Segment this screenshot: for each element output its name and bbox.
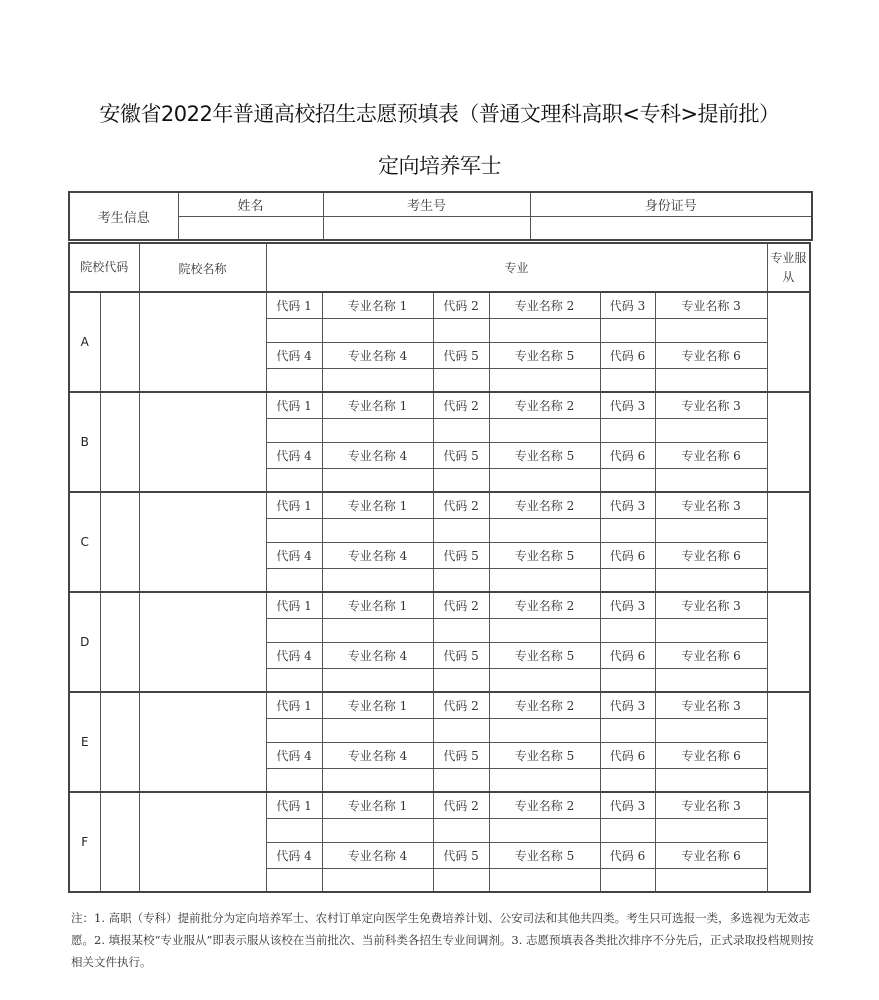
major-name-label: 专业名称 3 [655,392,767,418]
major-code-field[interactable] [266,668,322,692]
major-code-label: 代码 6 [600,642,655,668]
candidate-info-label: 考生信息 [69,192,178,240]
major-name-label: 专业名称 5 [489,342,600,368]
school-code-header: 院校代码 [69,243,139,292]
major-name-label: 专业名称 4 [322,842,433,868]
major-code-label: 代码 3 [600,392,655,418]
major-name-field[interactable] [489,618,600,642]
major-code-field[interactable] [433,518,489,542]
major-code-field[interactable] [600,418,655,442]
major-code-field[interactable] [600,718,655,742]
school-code-field[interactable] [100,292,139,392]
major-name-field[interactable] [489,318,600,342]
school-name-field[interactable] [139,392,266,492]
major-name-field[interactable] [322,568,433,592]
exam-number-field[interactable] [323,216,530,240]
major-code-field[interactable] [433,718,489,742]
major-name-field[interactable] [655,618,767,642]
major-name-field[interactable] [655,818,767,842]
major-code-field[interactable] [266,318,322,342]
major-obey-header: 专业服从 [767,243,810,292]
school-name-field[interactable] [139,492,266,592]
major-code-field[interactable] [600,818,655,842]
major-code-label: 代码 6 [600,842,655,868]
major-name-label: 专业名称 4 [322,642,433,668]
major-code-label: 代码 1 [266,492,322,518]
major-name-field[interactable] [489,718,600,742]
major-code-field[interactable] [266,468,322,492]
major-name-field[interactable] [489,818,600,842]
school-code-field[interactable] [100,392,139,492]
major-code-label: 代码 3 [600,692,655,718]
major-code-label: 代码 2 [433,692,489,718]
major-name-field[interactable] [322,518,433,542]
major-code-field[interactable] [600,668,655,692]
major-code-label: 代码 1 [266,692,322,718]
major-name-field[interactable] [489,418,600,442]
major-code-label: 代码 5 [433,742,489,768]
school-name-header: 院校名称 [139,243,266,292]
major-code-label: 代码 6 [600,742,655,768]
major-code-field[interactable] [266,618,322,642]
major-name-field[interactable] [655,768,767,792]
major-name-label: 专业名称 6 [655,442,767,468]
major-code-field[interactable] [266,768,322,792]
major-code-field[interactable] [266,818,322,842]
major-obey-field[interactable] [767,792,810,892]
major-code-label: 代码 3 [600,792,655,818]
major-name-label: 专业名称 6 [655,742,767,768]
exam-number-header: 考生号 [323,192,530,216]
major-header: 专业 [266,243,767,292]
major-code-label: 代码 1 [266,792,322,818]
section-a-row [69,292,810,318]
major-name-field[interactable] [489,868,600,892]
major-name-label: 专业名称 2 [489,392,600,418]
major-name-label: 专业名称 6 [655,642,767,668]
major-name-label: 专业名称 1 [322,492,433,518]
major-name-label: 专业名称 4 [322,542,433,568]
id-number-field[interactable] [530,216,812,240]
major-name-label: 专业名称 6 [655,342,767,368]
major-obey-field[interactable] [767,492,810,592]
major-name-label: 专业名称 4 [322,742,433,768]
major-name-field[interactable] [489,768,600,792]
major-name-field[interactable] [655,568,767,592]
major-code-field[interactable] [266,368,322,392]
major-code-field[interactable] [600,568,655,592]
major-name-label: 专业名称 3 [655,592,767,618]
major-name-label: 专业名称 3 [655,792,767,818]
major-name-field[interactable] [655,518,767,542]
major-name-label: 专业名称 2 [489,292,600,318]
major-code-label: 代码 2 [433,392,489,418]
major-obey-field[interactable] [767,392,810,492]
major-name-label: 专业名称 5 [489,742,600,768]
school-name-field[interactable] [139,692,266,792]
name-field[interactable] [178,216,323,240]
school-code-field[interactable] [100,592,139,692]
major-name-label: 专业名称 1 [322,692,433,718]
major-code-label: 代码 6 [600,442,655,468]
section-c-row [69,492,810,518]
school-code-field[interactable] [100,492,139,592]
major-code-label: 代码 5 [433,342,489,368]
school-name-field[interactable] [139,292,266,392]
name-header: 姓名 [178,192,323,216]
major-name-field[interactable] [655,668,767,692]
major-name-label: 专业名称 2 [489,692,600,718]
major-code-field[interactable] [433,618,489,642]
major-code-label: 代码 4 [266,842,322,868]
major-code-field[interactable] [433,668,489,692]
major-name-label: 专业名称 4 [322,442,433,468]
form-subtitle: 定向培养军士 [378,154,501,178]
major-code-label: 代码 4 [266,742,322,768]
section-label: B [69,392,100,492]
major-code-label: 代码 2 [433,292,489,318]
major-name-label: 专业名称 5 [489,842,600,868]
major-code-label: 代码 2 [433,592,489,618]
major-code-field[interactable] [266,718,322,742]
major-code-field[interactable] [433,818,489,842]
major-name-label: 专业名称 1 [322,292,433,318]
major-code-field[interactable] [433,418,489,442]
section-label: E [69,692,100,792]
major-name-field[interactable] [655,468,767,492]
major-code-field[interactable] [433,318,489,342]
major-name-field[interactable] [322,818,433,842]
major-name-field[interactable] [322,418,433,442]
major-code-label: 代码 3 [600,492,655,518]
major-code-field[interactable] [433,468,489,492]
major-code-label: 代码 1 [266,292,322,318]
major-name-field[interactable] [655,368,767,392]
major-name-field[interactable] [489,568,600,592]
major-name-label: 专业名称 4 [322,342,433,368]
school-name-field[interactable] [139,592,266,692]
major-name-label: 专业名称 2 [489,492,600,518]
major-code-field[interactable] [266,568,322,592]
major-name-field[interactable] [322,868,433,892]
major-code-label: 代码 1 [266,592,322,618]
major-name-label: 专业名称 3 [655,692,767,718]
major-name-field[interactable] [655,868,767,892]
major-code-label: 代码 5 [433,842,489,868]
major-name-field[interactable] [322,318,433,342]
major-code-field[interactable] [600,868,655,892]
major-name-label: 专业名称 5 [489,642,600,668]
id-number-header: 身份证号 [530,192,812,216]
section-label: A [69,292,100,392]
major-name-field[interactable] [489,468,600,492]
major-obey-field[interactable] [767,592,810,692]
major-name-label: 专业名称 1 [322,392,433,418]
preference-table [68,242,811,893]
major-name-field[interactable] [322,668,433,692]
school-name-field[interactable] [139,792,266,892]
major-code-label: 代码 3 [600,292,655,318]
major-name-label: 专业名称 2 [489,792,600,818]
major-name-field[interactable] [322,768,433,792]
major-code-field[interactable] [433,768,489,792]
form-title: 安徽省2022年普通高校招生志愿预填表（普通文理科高职<专科>提前批） [99,102,780,126]
major-code-label: 代码 6 [600,342,655,368]
major-name-field[interactable] [655,418,767,442]
major-name-field[interactable] [489,668,600,692]
major-name-field[interactable] [322,718,433,742]
major-code-field[interactable] [600,618,655,642]
section-f-row [69,792,810,818]
section-label: C [69,492,100,592]
major-code-field[interactable] [433,568,489,592]
section-label: D [69,592,100,692]
major-name-label: 专业名称 1 [322,592,433,618]
major-code-field[interactable] [600,468,655,492]
major-code-label: 代码 5 [433,542,489,568]
major-code-field[interactable] [600,518,655,542]
major-code-field[interactable] [600,368,655,392]
major-obey-field[interactable] [767,692,810,792]
section-label: F [69,792,100,892]
major-name-label: 专业名称 3 [655,292,767,318]
section-d-row [69,592,810,618]
major-name-field[interactable] [322,618,433,642]
major-code-field[interactable] [266,518,322,542]
section-b-row [69,392,810,418]
major-name-label: 专业名称 5 [489,542,600,568]
major-code-label: 代码 4 [266,642,322,668]
major-code-label: 代码 4 [266,542,322,568]
major-obey-field[interactable] [767,292,810,392]
major-name-field[interactable] [489,368,600,392]
major-name-label: 专业名称 3 [655,492,767,518]
major-name-label: 专业名称 5 [489,442,600,468]
major-code-label: 代码 5 [433,642,489,668]
major-name-label: 专业名称 6 [655,842,767,868]
major-code-label: 代码 4 [266,442,322,468]
major-code-field[interactable] [266,868,322,892]
major-code-label: 代码 4 [266,342,322,368]
major-code-label: 代码 1 [266,392,322,418]
major-code-label: 代码 6 [600,542,655,568]
footnote: 注：1. 高职（专科）提前批分为定向培养军士、农村订单定向医学生免费培养计划、公安司法和其他共四类。考生只可选报一类，多选视为无效志愿。2. 填报某校“专业服从”即表示服从该校在当前批次、当前科类各招生专业间调剂。3. 志愿预填表各类批次排序不分先后，正式录取投档规则按相关文件执行。 [71,911,814,969]
major-name-label: 专业名称 6 [655,542,767,568]
major-code-field[interactable] [433,368,489,392]
major-name-field[interactable] [655,718,767,742]
section-e-row [69,692,810,718]
major-name-label: 专业名称 1 [322,792,433,818]
major-name-field[interactable] [655,318,767,342]
major-code-field[interactable] [600,768,655,792]
major-code-label: 代码 5 [433,442,489,468]
major-code-label: 代码 2 [433,792,489,818]
major-name-label: 专业名称 2 [489,592,600,618]
school-code-field[interactable] [100,692,139,792]
major-code-field[interactable] [600,318,655,342]
major-code-label: 代码 2 [433,492,489,518]
major-code-label: 代码 3 [600,592,655,618]
major-code-field[interactable] [266,418,322,442]
candidate-info-table [68,191,813,241]
major-name-field[interactable] [322,368,433,392]
major-name-field[interactable] [489,518,600,542]
major-code-field[interactable] [433,868,489,892]
school-code-field[interactable] [100,792,139,892]
major-name-field[interactable] [322,468,433,492]
